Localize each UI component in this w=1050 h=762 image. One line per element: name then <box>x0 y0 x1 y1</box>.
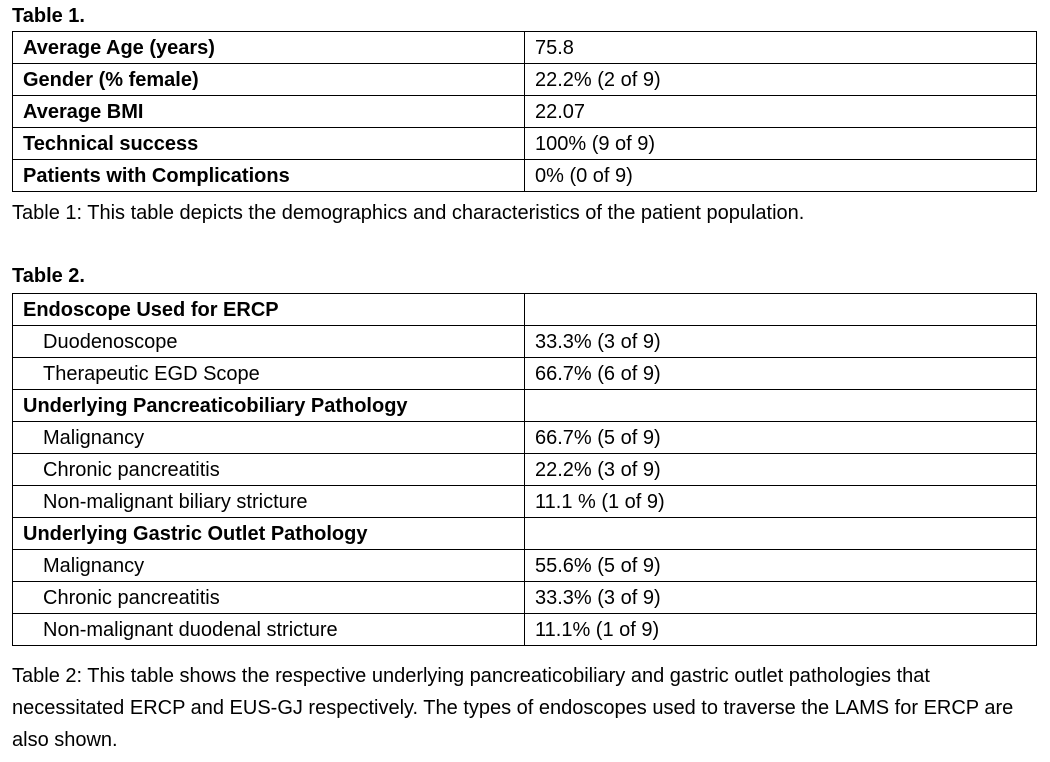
table1-heading: Table 1. <box>12 5 85 27</box>
table-row <box>13 582 1037 614</box>
row-value: 66.7% (5 of 9) <box>525 422 1037 454</box>
row-label: Non-malignant duodenal stricture <box>13 614 525 646</box>
row-value: 22.2% (2 of 9) <box>525 64 1037 96</box>
table2-heading: Table 2. <box>12 265 85 287</box>
table-row <box>13 454 1037 486</box>
table-row <box>13 32 1037 64</box>
row-label: Technical success <box>13 128 525 160</box>
row-value: 11.1 % (1 of 9) <box>525 486 1037 518</box>
row-label: Malignancy <box>13 422 525 454</box>
section-label: Underlying Pancreaticobiliary Pathology <box>13 390 525 422</box>
table-row <box>13 64 1037 96</box>
row-label: Duodenoscope <box>13 326 525 358</box>
row-value <box>525 518 1037 550</box>
table1-caption: Table 1: This table depicts the demographics and characteristics of the patient population. <box>12 202 805 224</box>
row-value: 22.2% (3 of 9) <box>525 454 1037 486</box>
row-value: 75.8 <box>525 32 1037 64</box>
row-value: 33.3% (3 of 9) <box>525 326 1037 358</box>
row-label: Chronic pancreatitis <box>13 582 525 614</box>
table-row <box>13 614 1037 646</box>
row-label: Average BMI <box>13 96 525 128</box>
table-row <box>13 550 1037 582</box>
table-row <box>13 486 1037 518</box>
table-row <box>13 326 1037 358</box>
row-label: Therapeutic EGD Scope <box>13 358 525 390</box>
row-label: Chronic pancreatitis <box>13 454 525 486</box>
table-row <box>13 128 1037 160</box>
row-label: Patients with Complications <box>13 160 525 192</box>
row-label: Malignancy <box>13 550 525 582</box>
table-row <box>13 358 1037 390</box>
table-section-row <box>13 294 1037 326</box>
row-value <box>525 294 1037 326</box>
section-label: Endoscope Used for ERCP <box>13 294 525 326</box>
table-section-row <box>13 390 1037 422</box>
row-value <box>525 390 1037 422</box>
row-value: 0% (0 of 9) <box>525 160 1037 192</box>
table-row <box>13 422 1037 454</box>
row-value: 22.07 <box>525 96 1037 128</box>
row-value: 55.6% (5 of 9) <box>525 550 1037 582</box>
row-label: Average Age (years) <box>13 32 525 64</box>
table2-caption: Table 2: This table shows the respective underlying pancreaticobiliary and gastric outlet pathologies that necessitated ERCP and EUS-GJ respectively. The types of endoscopes used to traverse the LAMS for ERCP are also shown. <box>12 665 1014 751</box>
table1 <box>12 31 1037 192</box>
row-value: 11.1% (1 of 9) <box>525 614 1037 646</box>
table-row <box>13 96 1037 128</box>
table-row <box>13 160 1037 192</box>
row-label: Gender (% female) <box>13 64 525 96</box>
row-value: 33.3% (3 of 9) <box>525 582 1037 614</box>
row-value: 100% (9 of 9) <box>525 128 1037 160</box>
table2 <box>12 293 1037 646</box>
table-section-row <box>13 518 1037 550</box>
section-label: Underlying Gastric Outlet Pathology <box>13 518 525 550</box>
row-value: 66.7% (6 of 9) <box>525 358 1037 390</box>
row-label: Non-malignant biliary stricture <box>13 486 525 518</box>
